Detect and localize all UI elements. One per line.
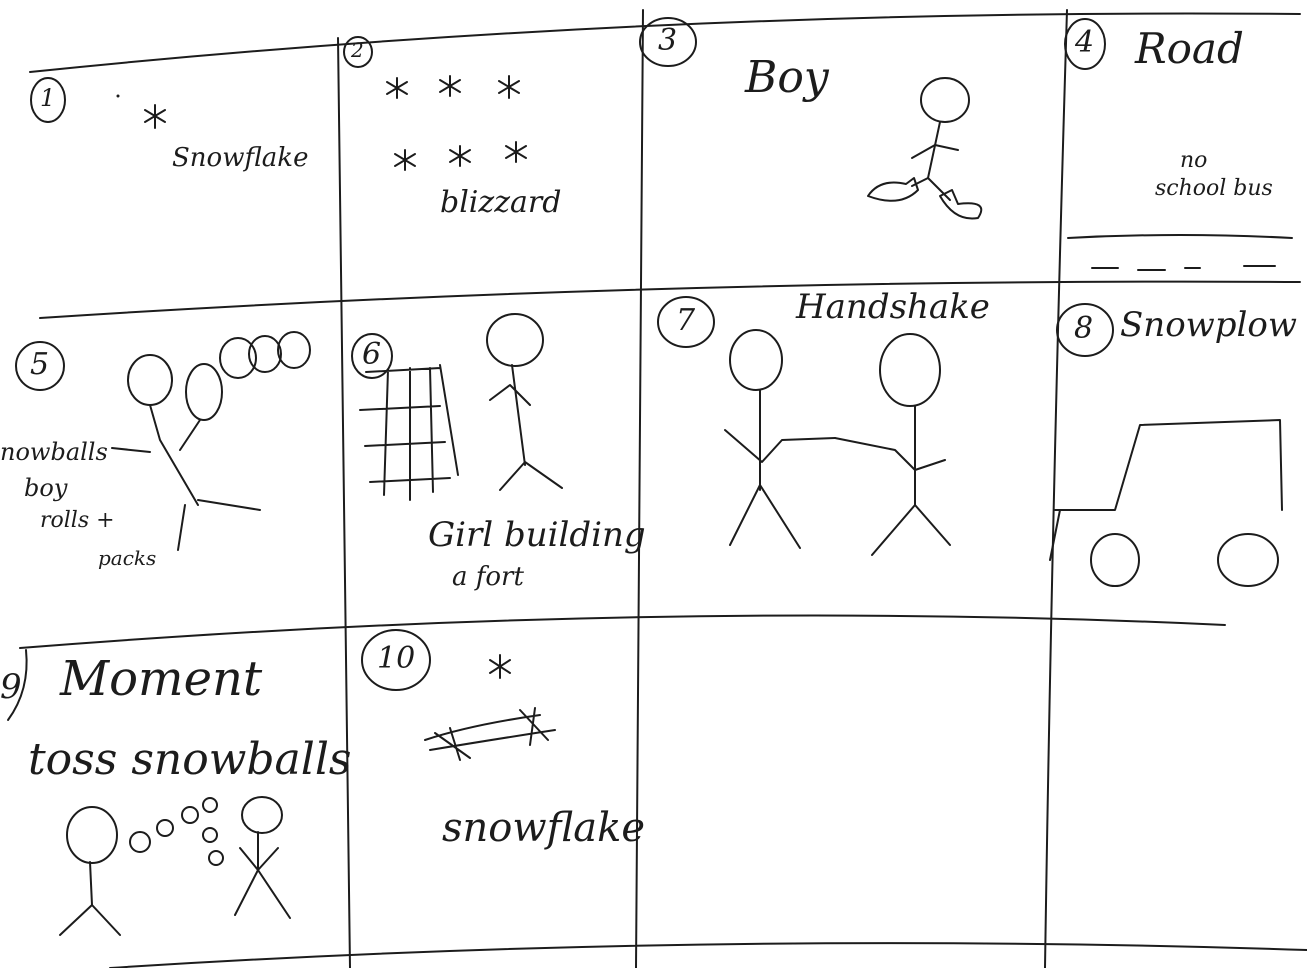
panel-8-drawing <box>1050 420 1282 586</box>
person-figure <box>725 390 835 548</box>
person-head <box>730 330 782 390</box>
boot-icon <box>940 190 981 219</box>
boot-icon <box>868 178 918 201</box>
road-edge <box>1068 235 1292 238</box>
snowflake-icon <box>395 150 415 170</box>
snowflake-icon <box>499 76 519 98</box>
grid-line-col3 <box>1045 10 1067 968</box>
person-head <box>242 797 282 833</box>
wheel-icon <box>1091 534 1139 586</box>
panel-4-drawing <box>1068 235 1292 270</box>
snowball-icon <box>128 355 172 405</box>
panel-9-label: Moment <box>60 651 263 707</box>
panel-5-drawing <box>112 332 310 550</box>
panel-5-label: rolls + <box>40 508 115 533</box>
panel-9-label: toss snowballs <box>28 734 352 785</box>
snowflake-icon <box>440 76 460 96</box>
grid-line-col1 <box>338 38 350 968</box>
boy-body <box>928 122 940 178</box>
person-figure <box>60 862 120 935</box>
panel-3-label: Boy <box>745 52 829 103</box>
panel-6-label: a fort <box>452 562 524 592</box>
person-figure <box>835 406 950 555</box>
snowball-icon <box>249 336 281 372</box>
snowflake-icon <box>490 655 510 678</box>
road-dashes <box>1092 266 1275 270</box>
panel-6-label: Girl building <box>428 515 646 555</box>
panel-8-label: Snowplow <box>1120 305 1297 345</box>
panel-3-drawing <box>868 78 981 219</box>
panel-5-label: nowballs <box>0 438 108 466</box>
panel-number-circles <box>8 18 1113 720</box>
snowball-icon <box>203 798 217 812</box>
panel-number: 9 <box>0 667 22 707</box>
panel-number: 8 <box>1074 311 1094 346</box>
panel-5-label: packs <box>98 546 157 570</box>
grid-line-row1 <box>40 282 1300 318</box>
snowflake-icon <box>450 146 470 166</box>
dot-mark <box>117 95 120 98</box>
person-figure <box>235 832 290 918</box>
snowball-icon <box>182 807 198 823</box>
snowball-icon <box>186 364 222 420</box>
snowflake-scribble <box>425 708 555 760</box>
panel-number: 6 <box>362 337 382 372</box>
snowflake-icon <box>506 142 526 162</box>
boy-figure <box>112 405 260 550</box>
panel-number: 1 <box>40 84 56 112</box>
snowflake-icon <box>387 78 407 98</box>
panel-number: 4 <box>1075 25 1095 60</box>
panel-6-drawing <box>360 314 562 500</box>
snowball-icon <box>203 828 217 842</box>
panel-number: 7 <box>676 303 696 338</box>
snowflake-icon <box>145 105 165 128</box>
panel-2-drawing <box>387 76 526 170</box>
person-head <box>67 807 117 863</box>
panel-number: 10 <box>377 641 416 676</box>
panel-2-label: blizzard <box>440 185 562 220</box>
panel-4-title: Road <box>1135 24 1244 73</box>
snowball-icon <box>157 820 173 836</box>
panel-10-drawing <box>425 655 555 760</box>
snowplow-icon <box>1050 420 1282 560</box>
panel-10-label: snowflake <box>442 805 646 851</box>
panel-number: 3 <box>658 23 678 58</box>
boy-head <box>921 78 969 122</box>
panel-number: 2 <box>351 38 364 62</box>
person-head <box>880 334 940 406</box>
panel-9-drawing <box>60 797 290 935</box>
snowball-icon <box>130 832 150 852</box>
grid-line-bottom <box>110 943 1307 968</box>
panel-4-note: school bus <box>1155 176 1273 201</box>
girl-head <box>487 314 543 366</box>
panel-7-label: Handshake <box>796 287 990 327</box>
panel-7-drawing <box>725 330 950 555</box>
wheel-icon <box>1218 534 1278 586</box>
girl-figure <box>490 365 562 490</box>
panel-1-label: Snowflake <box>172 143 309 173</box>
panel-5-label: boy <box>24 474 68 502</box>
panel-number: 5 <box>30 347 50 382</box>
panel-1-drawing <box>117 95 166 129</box>
fort-icon <box>360 365 458 500</box>
snowball-icon <box>209 851 223 865</box>
snowball-icon <box>278 332 310 368</box>
panel-4-note: no <box>1180 148 1208 173</box>
grid-line-row2 <box>20 616 1225 648</box>
